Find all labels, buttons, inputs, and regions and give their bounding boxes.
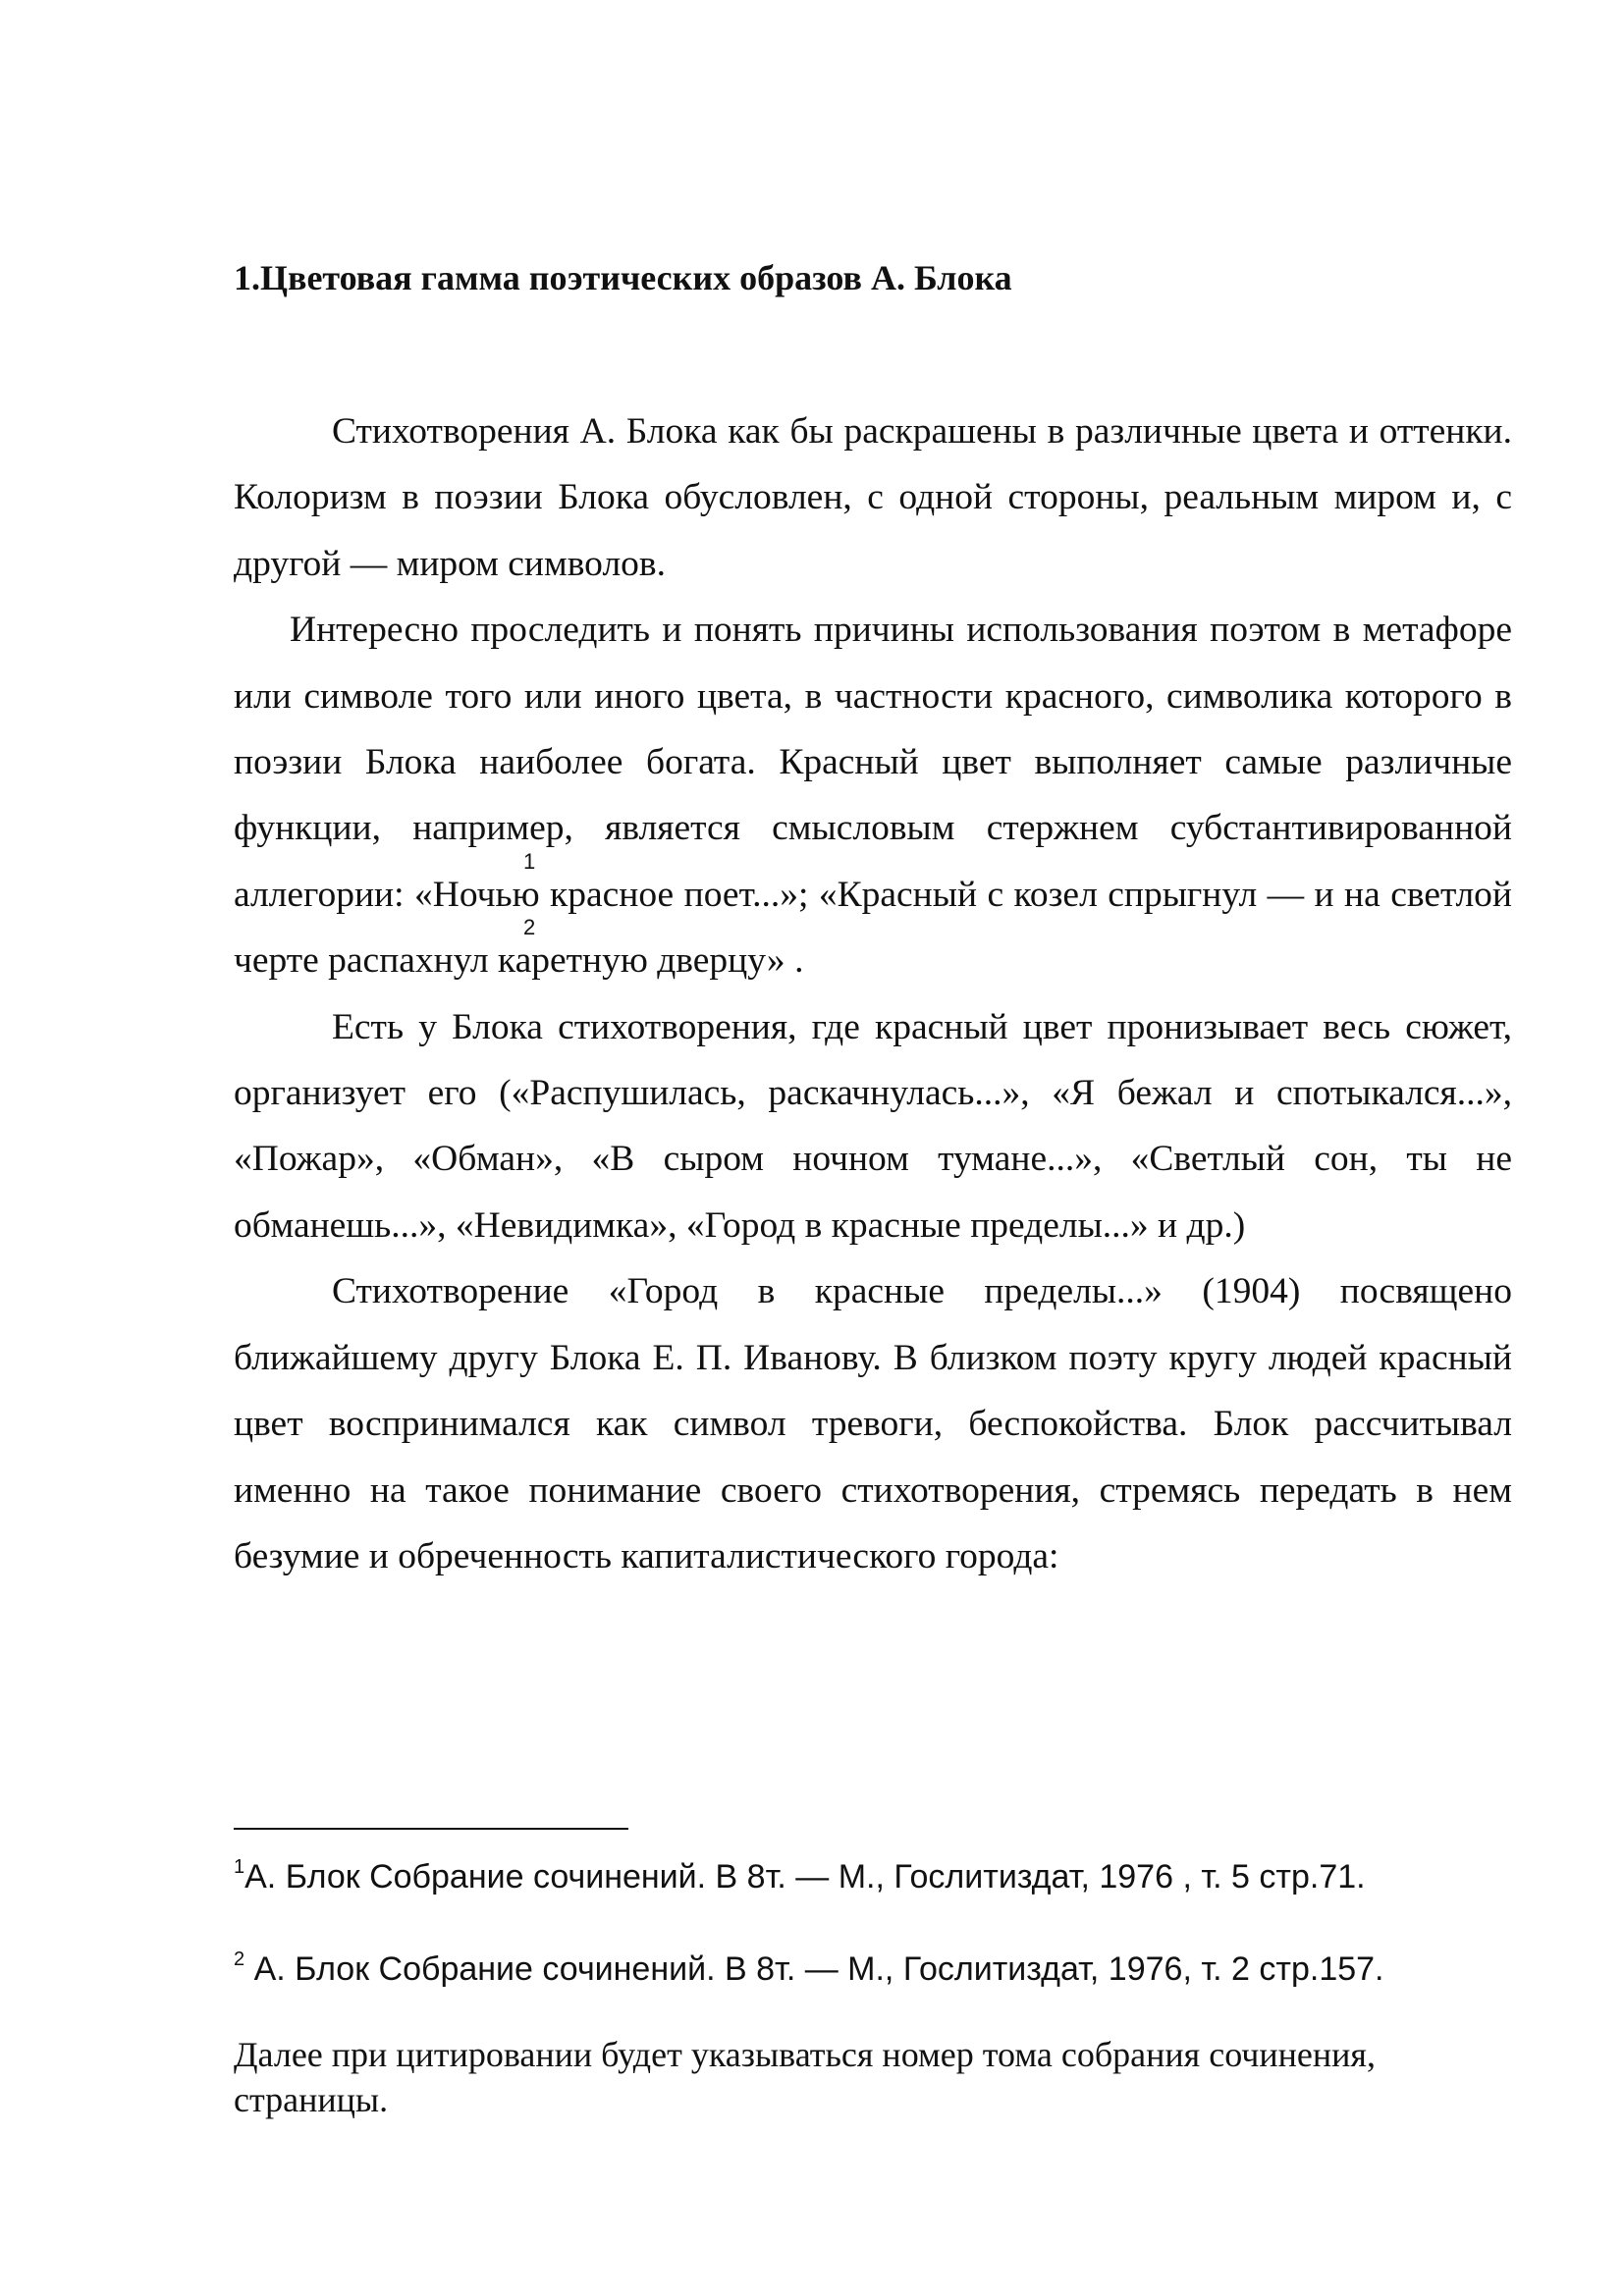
citation-note: Далее при цитировании будет указываться номер тома собрания сочинения, страницы. — [234, 2035, 1376, 2119]
main-text — [234, 399, 1512, 1589]
footnote-1-mark: 1 — [234, 1856, 245, 1878]
paragraph-2-part-a: Интересно проследить и понять причины использования поэтом в метафоре или символе того или иного цвета, в частности красного, символика которого в поэзии Блока наиболее богата. Красный цвет выполняет самые различные функции, например, является смысловым стержнем субстантивированной аллегории: «Ночью красное поет...» — [234, 610, 1512, 915]
paragraph-4: Стихотворение «Город в красные пределы...» (1904) посвящено ближайшему другу Блока Е. П. Иванову. В близком поэту кругу людей красный цвет воспринимался как символ тревоги, беспокойства. Блок рассчитывал именно на такое понимание своего стихотворения, стремясь передать в нем безумие и обреченность капиталистического города: — [234, 1271, 1512, 1576]
section-heading: 1.Цветовая гамма поэтических образов А. Блока — [234, 258, 1012, 297]
paragraph-2: Интересно проследить и понять причины использования поэтом в метафоре или символе того или иного цвета, в частности красного, символика которого в поэзии Блока наиболее богата. Красный цвет выполняет самые различные функции, например, является смысловым стержнем субстантивированной аллегории: «Ночью красное поет...» 1 ; «Красный с козел спрыгнул — и на светлой черте распахнул каретную дверцу» 2 . — [234, 610, 1512, 982]
paragraph-2-part-b: ; «Красный с козел спрыгнул — и на светлой черте распахнул каретную дверцу» — [234, 874, 1512, 982]
paragraph-2-part-c: . — [785, 940, 804, 982]
footnote-1 — [234, 1855, 1512, 1898]
paragraph-3: Есть у Блока стихотворения, где красный цвет пронизывает весь сюжет, организует его («Распушилась, раскачнулась...», «Я бежал и спотыкался...», «Пожар», «Обман», «В сыром ночном тумане...», «Светлый сон, ты не обманешь...», «Невидимка», «Город в красные пределы...» и др.) — [234, 1006, 1512, 1246]
footnote-1-text: А. Блок Собрание сочинений. В 8т. — М., Гослитиздат, 1976 , т. 5 стр.71. — [244, 1858, 1366, 1896]
footnote-2 — [234, 1948, 1512, 1991]
footnote-2-text: А. Блок Собрание сочинений. В 8т. — М., Гослитиздат, 1976, т. 2 стр.157. — [244, 1950, 1384, 1988]
footnote-separator — [234, 1828, 628, 1830]
footnote-2-mark: 2 — [234, 1949, 245, 1970]
paragraph-1: Стихотворения А. Блока как бы раскрашены в различные цвета и оттенки. Колоризм в поэзии Блока обусловлен, с одной стороны, реальным миром и, с другой — миром символов. — [234, 411, 1512, 584]
